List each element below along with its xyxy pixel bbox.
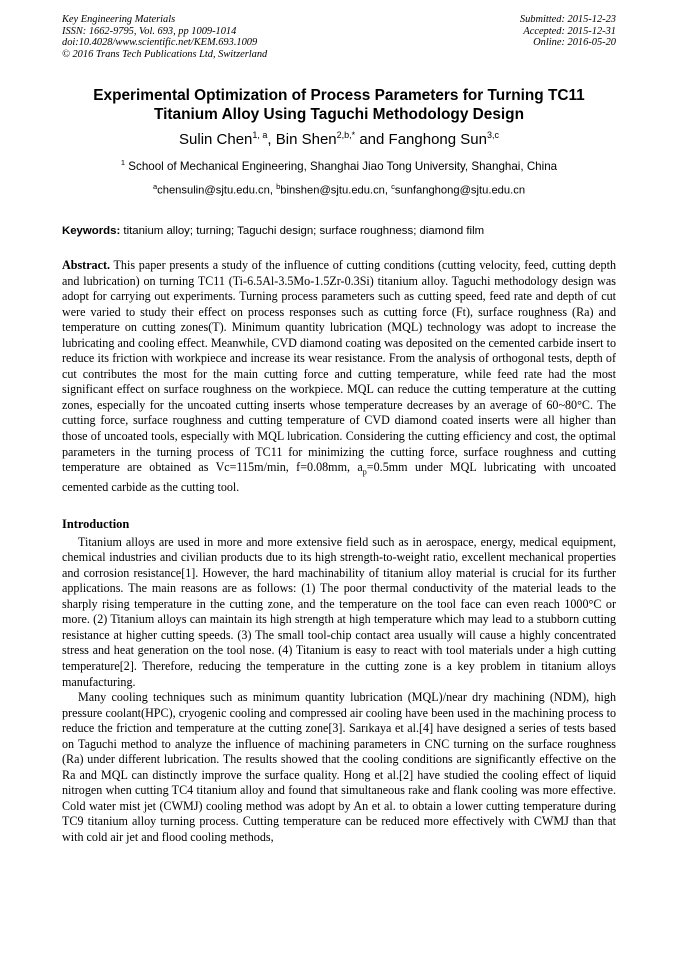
author-1: Sulin Chen	[179, 131, 253, 149]
introduction-heading: Introduction	[62, 516, 130, 531]
author-emails: $^a$chensulin@sjtu.edu.cn, $^b$binshen@sjtu.edu.cn, $^c$sunfanghong@sjtu.edu.cn	[152, 182, 526, 197]
author-2: Bin Shen	[275, 131, 337, 149]
email-a[interactable]: chensulin@sjtu.edu.cn	[157, 184, 270, 197]
author-and: and	[355, 131, 389, 149]
online-date: Online: 2016-05-20	[533, 37, 616, 49]
email-c[interactable]: sunfanghong@sjtu.edu.cn	[394, 184, 526, 197]
email-a-marker: a	[152, 182, 158, 192]
abstract-text: This paper presents a study of the influence of cutting conditions (cutting velocity, feed, cutting depth and lubrication) on turning TC11 (Ti-6.5Al-3.5Mo-1.5Zr-0.3Si) titanium alloy. Taguchi methodology design was adopt for carrying out experiments. Turning process parameters such as cutting speed, feed rate and depth of cut were varied to study their effect on process responses such as cutting force (Ft), surface roughness (Ra) and temperature on cutting zones(T). Minimum quantity lubrication (MQL) technology was adopt to increase the lubricating and cooling effect. Meanwhile, CVD diamond coating was deposited on the cemented carbide insert to reduce its friction with workpiece and increase its wear resistance. From the analysis of orthogonal tests, depth of cut contributes the most for the main cutting force and cutting temperature, while feed rate had the most significant effect on surface roughness on the workpiece. MQL can reduce the cutting temperature at the cutting zones, especially for the uncoated cutting inserts whose temperature decreases by an average of 60~80°C. The cutting force, surface roughness and cutting temperature of CVD diamond coated inserts were all higher than those of uncoated tools, especially with MQL lubrication. Considering the cutting efficiency and cost, the optimal parameters in the turning process of TC11 for minimizing the cutting force, surface roughness and cutting temperature are obtained as Vc=115m/min, f=0.08mm, a	[62, 257, 616, 475]
paper-title-line-1: Experimental Optimization of Process Parameters for Turning TC11	[93, 87, 585, 105]
keywords-label: Keywords:	[62, 224, 121, 237]
email-b[interactable]: binshen@sjtu.edu.cn	[280, 184, 385, 197]
author-3-affil: 3,c	[486, 130, 499, 141]
paper-title-line-2: Titanium Alloy Using Taguchi Methodology Design	[154, 106, 524, 124]
journal-copyright: © 2016 Trans Tech Publications Ltd, Switzerland	[62, 48, 268, 60]
accepted-date: Accepted: 2015-12-31	[523, 25, 616, 37]
journal-doi[interactable]: doi:10.4028/www.scientific.net/KEM.693.1009	[62, 37, 258, 49]
journal-header	[62, 14, 616, 60]
journal-info	[62, 14, 267, 60]
author-2-affil: 2,b,*	[336, 130, 356, 141]
author-3: Fanghong Sun	[388, 131, 487, 149]
journal-issn: ISSN: 1662-9795, Vol. 693, pp 1009-1014	[62, 25, 237, 37]
author-list: Sulin Chen$^{1, a}$, Bin Shen$^{2,b,*}$ and Fanghong Sun$^{3,c}$	[179, 130, 499, 149]
abstract	[62, 258, 616, 496]
paper-title	[62, 86, 616, 124]
introduction-paragraph-1: Titanium alloys are used in more and more extensive field such as in aerospace, energy, medical equipment, chemical industries and civilian products due to its high strength-to-weight ratio, excellent mechanical properties and corrosion resistance[1]. However, the hard machinability of titanium alloy material is crucial for its further applications. The main reasons are as follows: (1) The poor thermal conductivity of the material leads to the sharply rising temperature in the cutting zone, and the temperature on the tool face can even reach 1000°C or more. (2) Titanium alloys can maintain its high strength at high temperature which may lead to a stubborn cutting resistance at higher cutting speeds. (3) The small tool-chip contact area usually will cause a highly concentrated stress and heat generation on the tool nose. (4) Titanium is easy to react with tool materials under a high cutting temperature[2]. Therefore, reducing the temperature in the cutting zone is a key problem in titanium alloys manufacturing.	[62, 534, 616, 689]
email-b-marker: b	[276, 182, 281, 192]
keywords-text: titanium alloy; turning; Taguchi design; surface roughness; diamond film	[123, 224, 485, 237]
introduction-paragraph-2: Many cooling techniques such as minimum quantity lubrication (MQL)/near dry machining (NDM), high pressure coolant(HPC), cryogenic cooling and compressed air cooling have been used in the machining process to reduce the friction and temperature at the cutting zone[3]. Sarıkaya et al.[4] have designed a series of tests based on Taguchi method to analyze the influence of machining parameters in CNC turning on the surface roughness (Ra) under different lubrication. The results showed that the cooling conditions are significantly effective on the Ra and MQL can distinctly improve the surface quality. Hong et al.[2] have studied the cooling effect of liquid nitrogen when cutting TC4 titanium alloy and found that simultaneous rake and flank cooling was more effective. Cold water mist jet (CWMJ) cooling method was adopt by An et al. to obtain a lower cutting temperature during TC9 titanium alloy turning process. Cutting temperature can be reduced more effectively with CWMJ than that with cold air jet and flood cooling methods,	[62, 690, 616, 844]
affiliation	[62, 155, 616, 174]
submitted-date: Submitted: 2015-12-23	[519, 14, 616, 25]
author-1-affil: 1, a	[252, 130, 268, 141]
journal-name: Key Engineering Materials	[62, 14, 176, 25]
keywords	[62, 224, 616, 239]
abstract-ap-subscript: p	[362, 467, 367, 477]
paper-page	[62, 14, 616, 846]
abstract-text-end: =0.5mm under MQL lubricating with uncoated cemented carbide as the cutting tool.	[62, 460, 617, 495]
affiliation-text: School of Mechanical Engineering, Shanghai Jiao Tong University, Shanghai, China	[128, 160, 558, 174]
submission-dates	[520, 14, 616, 60]
email-c-marker: c	[391, 182, 395, 192]
abstract-label: Abstract.	[62, 257, 111, 272]
affiliation-number: 1	[120, 158, 126, 168]
